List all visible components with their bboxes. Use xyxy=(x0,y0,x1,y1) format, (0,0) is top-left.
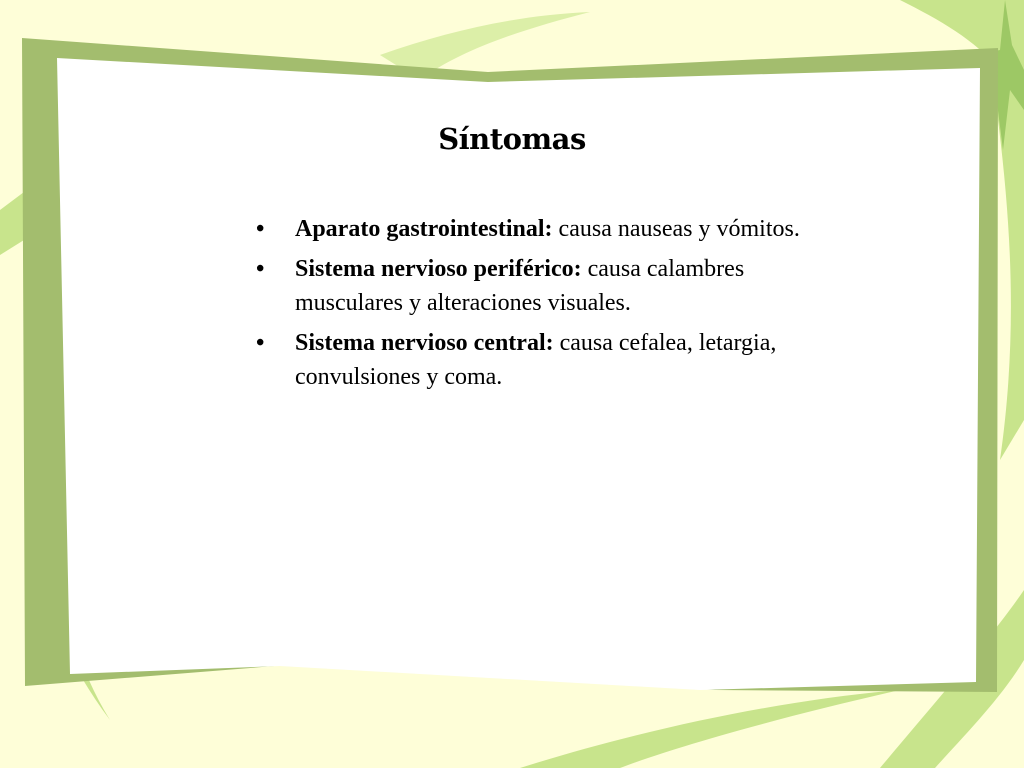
bullet-icon: • xyxy=(256,216,265,242)
bullet-icon: • xyxy=(256,330,265,356)
item-description: causa nauseas y vómitos. xyxy=(552,216,800,242)
slide-title: Síntomas xyxy=(438,122,586,156)
item-description: causa cefalea, letargia, convulsiones y coma. xyxy=(295,330,777,390)
list-item xyxy=(256,212,836,246)
item-term: Sistema nervioso central: xyxy=(295,330,554,356)
list-item xyxy=(256,252,836,320)
bullet-icon: • xyxy=(256,256,265,282)
item-term: Sistema nervioso periférico: xyxy=(295,256,582,282)
item-description: causa calambres musculares y alteraciones visuales. xyxy=(295,256,745,316)
item-term: Aparato gastrointestinal: xyxy=(295,216,553,242)
symptom-list xyxy=(256,212,836,400)
list-item xyxy=(256,326,836,394)
